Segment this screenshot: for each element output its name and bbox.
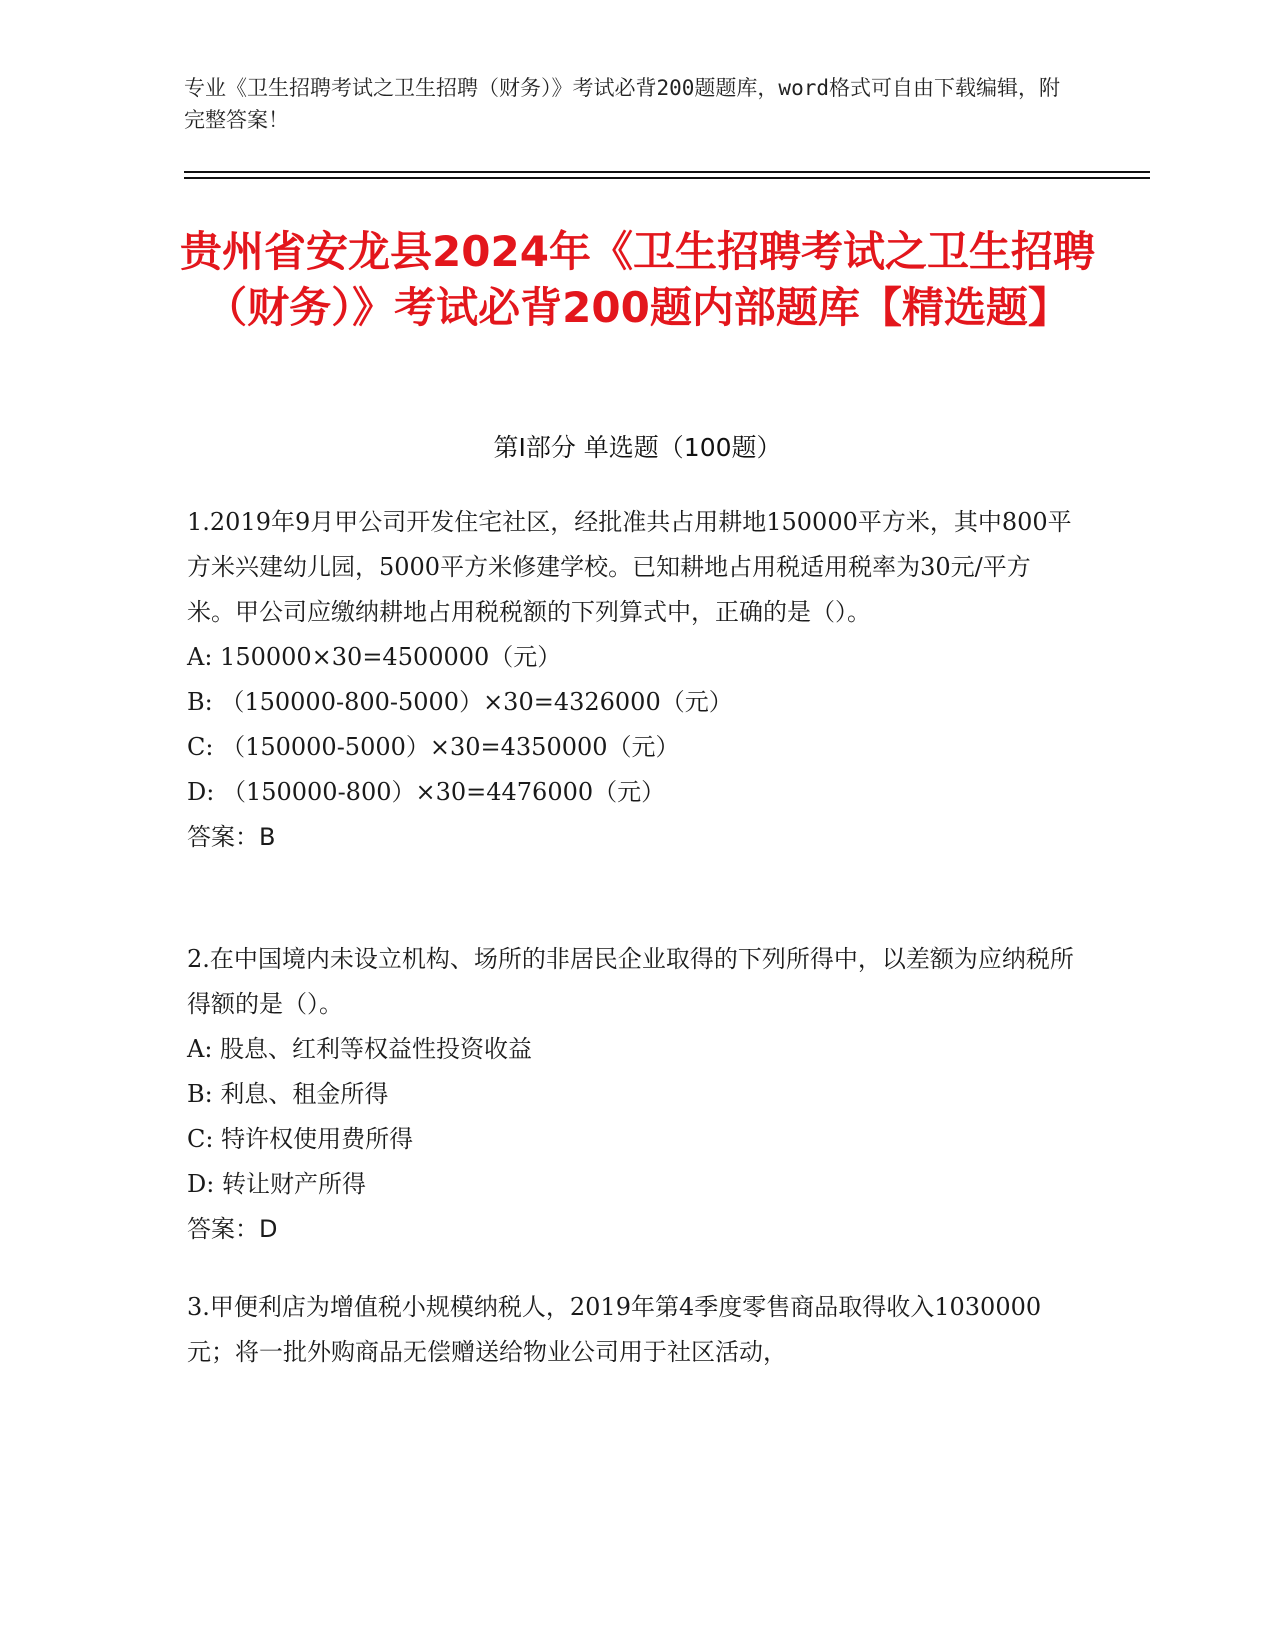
question-stem: 1.2019年9月甲公司开发住宅社区，经批准共占用耕地150000平方米，其中800平方米兴建幼儿园，5000平方米修建学校。已知耕地占用税适用税率为30元/平方米。甲公司应缴纳耕地占用税税额的下列算式中，正确的是（）。 [187, 508, 1072, 626]
question-stem: 3.甲便利店为增值税小规模纳税人，2019年第4季度零售商品取得收入1030000元；将一批外购商品无偿赠送给物业公司用于社区活动， [187, 1293, 1042, 1366]
option-d: D: （150000-800）×30=4476000（元） [187, 778, 666, 806]
section-title: 第I部分 单选题（100题） [493, 433, 782, 462]
header-rule-bottom [184, 177, 1150, 179]
question-3 [187, 1285, 1077, 1375]
option-c: C: （150000-5000）×30=4350000（元） [187, 733, 680, 761]
option-b: B: 利息、租金所得 [187, 1080, 389, 1108]
answer: 答案：B [187, 823, 276, 851]
option-c: C: 特许权使用费所得 [187, 1125, 414, 1153]
question-2 [187, 937, 1077, 1252]
header-rule-top [184, 171, 1150, 173]
option-a: A: 150000×30=4500000（元） [187, 643, 562, 671]
option-b: B: （150000-800-5000）×30=4326000（元） [187, 688, 733, 716]
question-stem: 2.在中国境内未设立机构、场所的非居民企业取得的下列所得中，以差额为应纳税所得额的是（）。 [187, 945, 1074, 1018]
answer: 答案：D [187, 1215, 278, 1243]
document-title: 贵州省安龙县2024年《卫生招聘考试之卫生招聘（财务）》考试必背200题内部题库【精选题】 [180, 227, 1095, 332]
header-note: 专业《卫生招聘考试之卫生招聘（财务）》考试必背200题题库，word格式可自由下载编辑，附完整答案！ [184, 76, 1060, 132]
option-a: A: 股息、红利等权益性投资收益 [187, 1035, 533, 1063]
question-1 [187, 500, 1077, 860]
option-d: D: 转让财产所得 [187, 1170, 366, 1198]
